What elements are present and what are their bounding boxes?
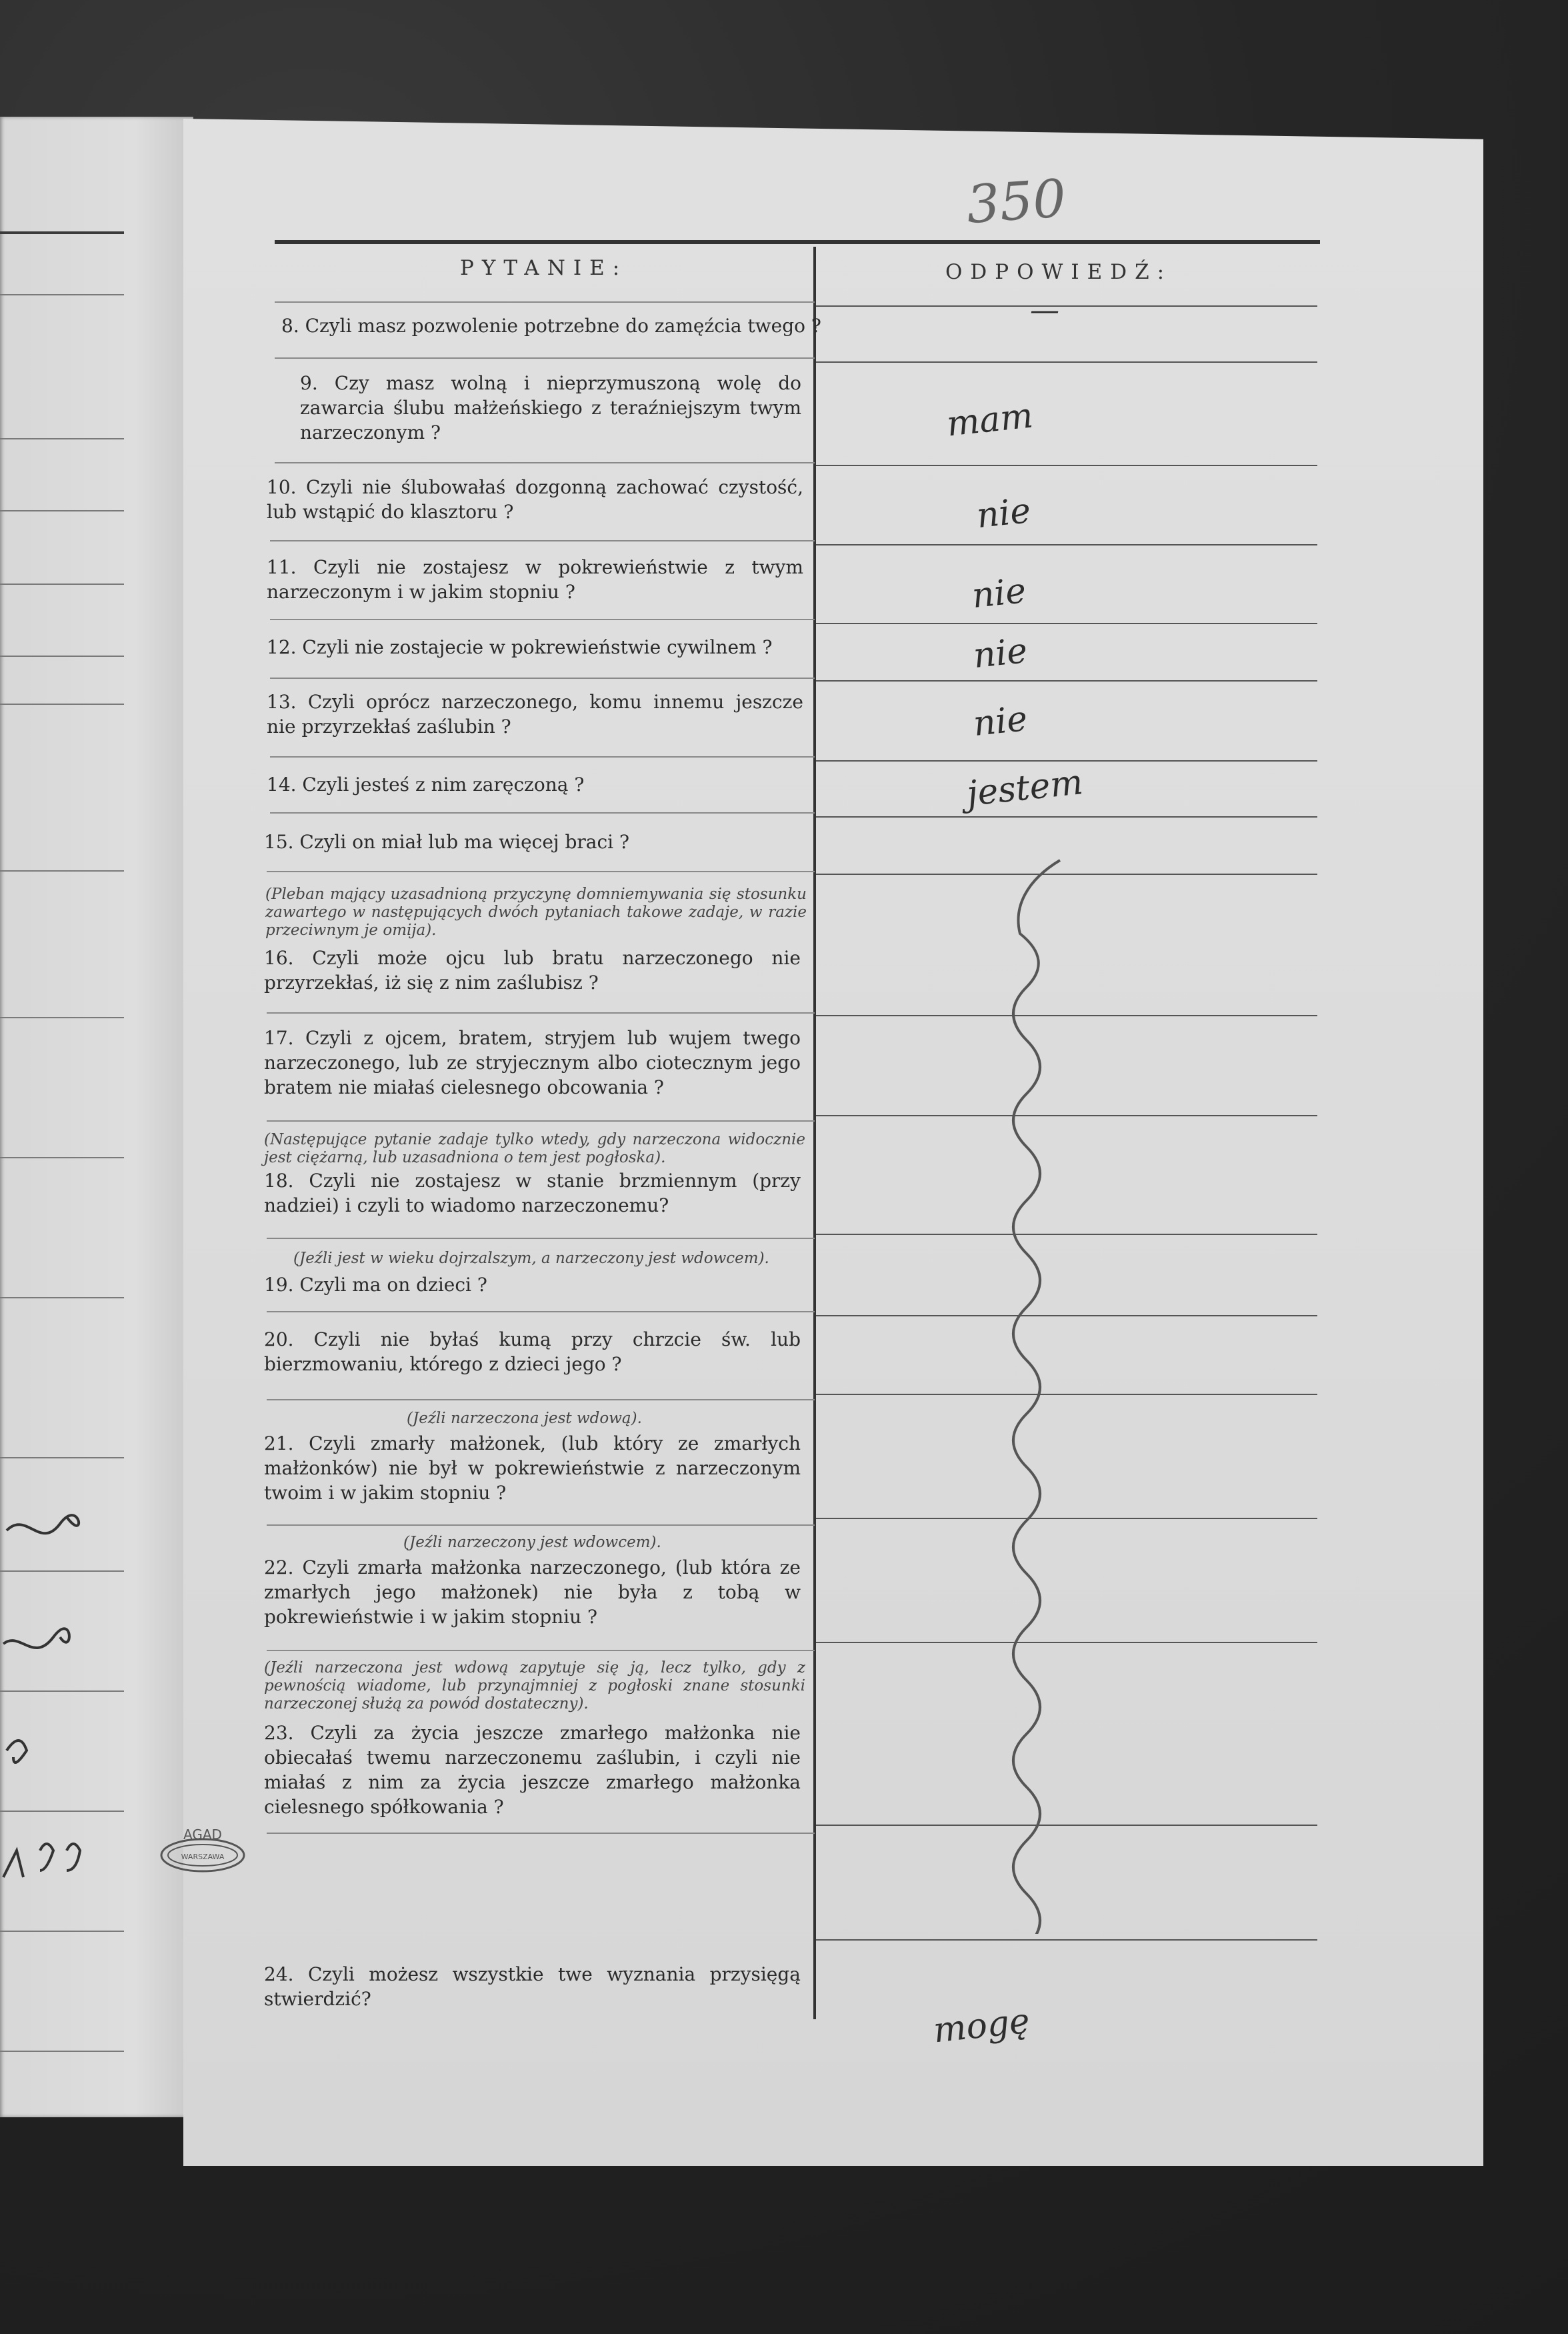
previous-page (0, 117, 193, 2117)
question-19: 19. Czyli ma on dzieci ? (264, 1274, 487, 1296)
question-24: 24. Czyli możesz wszystkie twe wyznania przysięgą stwierdzić? (264, 1963, 801, 2010)
answer-rule (816, 623, 1317, 624)
row-rule (275, 301, 815, 303)
answer-rule (816, 544, 1317, 545)
answer-12: nie (971, 630, 1029, 677)
archive-stamp (159, 1825, 247, 1877)
question-12: 12. Czyli nie zostajecie w pokrewieństwie cywilnem ? (267, 636, 773, 658)
note-21: (Jeźli narzeczona jest wdową). (407, 1410, 642, 1427)
answer-10: nie (975, 490, 1033, 537)
stamp-line1: AGAD (183, 1827, 222, 1843)
answer-14: jestem (965, 762, 1085, 814)
row-rule (270, 756, 815, 758)
row-rule (267, 1833, 815, 1834)
answer-rule (816, 465, 1317, 466)
question-21: 21. Czyli zmarły małżonek, (lub który ze zmarłych małżonków) nie był w pokrewieństwie z narzeczonym twoim i w jakim stopniu ? (264, 1432, 801, 1504)
row-rule (270, 678, 815, 679)
question-8: 8. Czyli masz pozwolenie potrzebne do zamęźcia twego ? (281, 315, 821, 337)
answer-24: mogę (931, 2001, 1032, 2051)
answer-rule (816, 760, 1317, 762)
question-18: 18. Czyli nie zostajesz w stanie brzmiennym (przy nadziei) i czyli to wiadomo narzeczonemu? (264, 1170, 801, 1216)
row-rule (270, 812, 815, 814)
answer-column-header: ODPOWIEDŹ: (945, 260, 1173, 284)
row-rule (267, 1012, 815, 1014)
answer-8: — (1030, 293, 1059, 327)
answer-13: nie (971, 698, 1029, 745)
row-rule (270, 540, 815, 541)
question-17: 17. Czyli z ojcem, bratem, stryjem lub wujem twego narzeczonego, lub ze stryjecznym albo ciotecznym jego bratem nie miałaś cielesnego obcowania ? (264, 1027, 801, 1098)
column-divider (813, 247, 816, 2019)
answer-11: nie (970, 570, 1028, 617)
row-rule (267, 871, 815, 872)
row-rule (275, 357, 815, 359)
answer-rule (816, 305, 1317, 307)
note-22: (Jeźli narzeczony jest wdowcem). (403, 1534, 661, 1551)
answer-rule (816, 361, 1317, 363)
row-rule (267, 1120, 815, 1122)
wavy-cancel-line (960, 854, 1107, 1934)
question-11: 11. Czyli nie zostajesz w pokrewieństwie z twym narzeczonym i w jakim stopniu ? (267, 556, 803, 603)
note-16: (Pleban mający uzasadnioną przyczynę domniemywania się stosunku zawartego w następujących dwóch pytaniach takowe zadaje, w razie przeciwnym je omija). (265, 886, 807, 939)
question-20: 20. Czyli nie byłaś kumą przy chrzcie św. lub bierzmowaniu, którego z dzieci jego ? (264, 1328, 801, 1375)
row-rule (267, 1650, 815, 1651)
note-18: (Następujące pytanie zadaje tylko wtedy, gdy narzeczona widocznie jest ciężarną, lub uzasadniona o tem jest pogłoska). (264, 1131, 805, 1166)
row-rule (267, 1238, 815, 1239)
answer-rule (816, 680, 1317, 682)
note-19: (Jeźli jest w wieku dojrzalszym, a narzeczony jest wdowcem). (293, 1250, 769, 1267)
question-22: 22. Czyli zmarła małżonka narzeczonego, (lub która ze zmarłych jego małżonek) nie była z tobą w pokrewieństwie i w jakim stopniu ? (264, 1556, 801, 1628)
row-rule (267, 1399, 815, 1400)
folio-number: 350 (965, 168, 1068, 236)
top-rule (275, 240, 1320, 244)
question-14: 14. Czyli jesteś z nim zaręczoną ? (267, 774, 585, 796)
row-rule (267, 1311, 815, 1312)
question-10: 10. Czyli nie ślubowałaś dozgonną zachować czystość, lub wstąpić do klasztoru ? (267, 476, 803, 523)
question-16: 16. Czyli może ojcu lub bratu narzeczonego nie przyrzekłaś, iż się z nim zaślubisz ? (264, 947, 801, 994)
answer-9: mam (945, 395, 1035, 445)
stamp-line2: WARSZAWA (181, 1853, 225, 1861)
previous-page-handwriting (0, 1504, 127, 1971)
row-rule (267, 1524, 815, 1526)
note-23: (Jeźli narzeczona jest wdową zapytuje się ją, lecz tylko, gdy z pewnością wiadome, lub przynajmniej z pogłoski znane stosunki narzeczonej służą za powód dostateczny). (264, 1659, 805, 1712)
question-column-header: PYTANIE: (460, 256, 628, 280)
question-13: 13. Czyli oprócz narzeczonego, komu innemu jeszcze nie przyrzekłaś zaślubin ? (267, 691, 803, 738)
answer-rule (816, 1939, 1317, 1941)
question-9: 9. Czy masz wolną i nieprzymuszoną wolę do zawarcia ślubu małżeńskiego z teraźniejszym twym narzeczonym ? (300, 372, 801, 443)
answer-rule (816, 816, 1317, 818)
row-rule (275, 462, 815, 463)
row-rule (270, 619, 815, 620)
question-15: 15. Czyli on miał lub ma więcej braci ? (264, 831, 630, 853)
question-23: 23. Czyli za życia jeszcze zmarłego małżonka nie obiecałaś twemu narzeczonemu zaślubin, i czyli nie miałaś z nim za życia jeszcze zmarłego małżonka cielesnego spółkowania ? (264, 1722, 801, 1818)
